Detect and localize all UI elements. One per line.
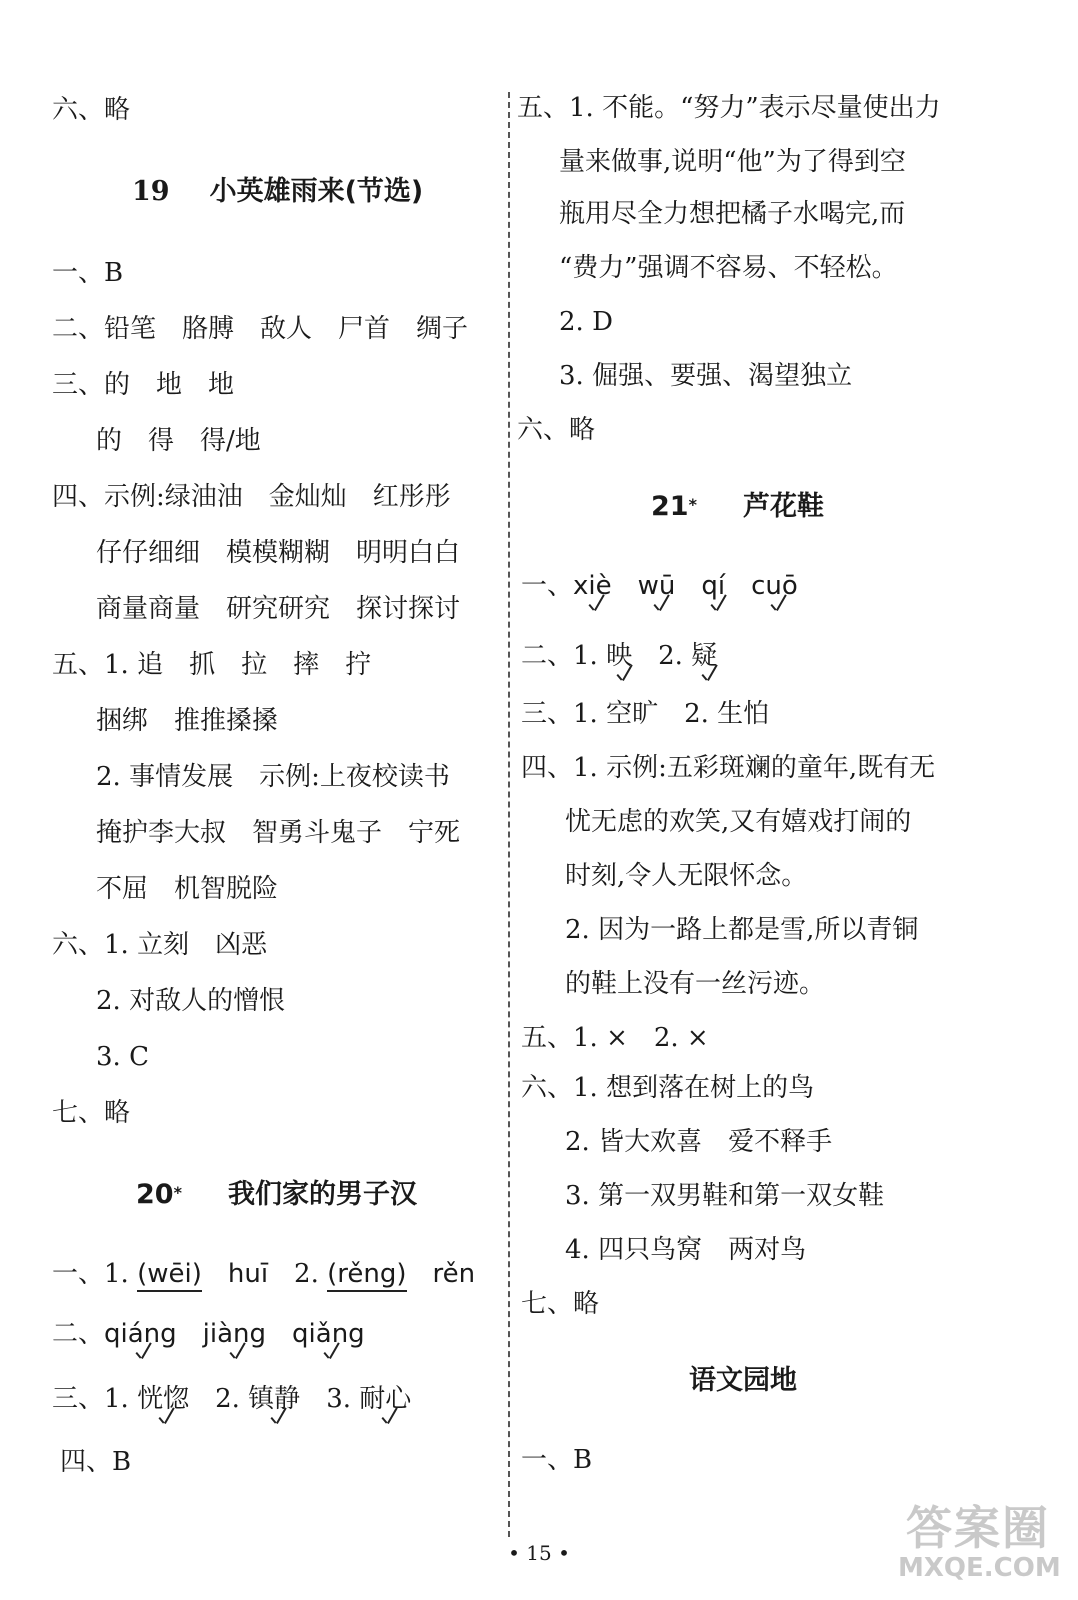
answer-line: 五、1. 追 抓 拉 摔 拧 <box>52 650 372 680</box>
answer-line: “费力”强调不容易、不轻松。 <box>559 253 898 283</box>
pinyin: wū <box>638 570 676 602</box>
check-mark-icon <box>703 668 721 688</box>
optional-star: * <box>688 495 697 514</box>
answer-line: 六、1. 立刻 凶恶 <box>52 930 268 960</box>
answer-line: 不屈 机智脱险 <box>96 874 279 904</box>
answer-line: 四、示例:绿油油 金灿灿 红彤彤 <box>52 482 451 512</box>
pinyin: huī <box>227 1259 269 1289</box>
section-title-19 <box>132 175 423 209</box>
section-number: 21 <box>651 491 689 522</box>
pinyin: qí <box>701 570 725 602</box>
answer-line: 仔仔细细 模模糊糊 明明白白 <box>96 538 461 568</box>
marked-word: 恍惚 <box>137 1383 189 1415</box>
answer-line-pinyin: 一、1. (wēi) huī 2. (rěng) rěn <box>52 1258 475 1292</box>
answer-line: 五、1. 不能。“努力”表示尽量使出力 <box>517 93 941 123</box>
answer-line: 2. 事情发展 示例:上夜校读书 <box>96 762 450 792</box>
watermark-logo <box>898 1501 1061 1592</box>
answer-line: 四、1. 示例:五彩斑斓的童年,既有无 <box>521 753 936 783</box>
section-title-20 <box>136 1178 417 1212</box>
answer-line: 六、1. 想到落在树上的鸟 <box>521 1073 815 1103</box>
section-title-text: 我们家的男子汉 <box>227 1179 417 1210</box>
watermark-url: MXQE.COM <box>898 1553 1061 1583</box>
answer-line: 七、略 <box>52 1098 131 1128</box>
answer-line: 一、B <box>52 258 124 288</box>
check-mark-icon <box>590 598 608 618</box>
answer-line: 的鞋上没有一丝污迹。 <box>565 969 826 999</box>
marked-word: 映 <box>606 640 632 672</box>
pinyin: cuō <box>751 570 798 602</box>
section-number: 20 <box>136 1179 174 1210</box>
check-mark-icon <box>618 668 636 688</box>
answer-line: 3. 第一双男鞋和第一双女鞋 <box>565 1181 885 1211</box>
check-mark-icon <box>772 598 790 618</box>
answer-line: 三、1. 空旷 2. 生怕 <box>521 699 770 729</box>
pinyin: qiǎng <box>292 1318 365 1350</box>
marked-word: 疑 <box>691 640 717 672</box>
optional-star: * <box>173 1183 182 1202</box>
answer-line: 二、1. 映 2. 疑 <box>521 640 717 672</box>
answer-line: 二、铅笔 胳膊 敌人 尸首 绸子 <box>52 314 469 344</box>
answer-line: 四、B <box>60 1447 132 1477</box>
answer-line: 2. 皆大欢喜 爱不释手 <box>565 1127 833 1157</box>
answer-line: 一、B <box>521 1445 593 1475</box>
watermark-text: 答案圈 <box>906 1501 1050 1555</box>
answer-line: 三、1. 恍惚 2. 镇静 3. 耐心 <box>52 1383 411 1415</box>
answer-line: 时刻,令人无限怀念。 <box>565 861 808 891</box>
answer-line-pinyin: 一、xiè wū qí cuō <box>521 570 798 602</box>
answer-line: 六、略 <box>517 415 596 445</box>
answer-line: 量来做事,说明“他”为了得到空 <box>559 147 906 177</box>
answer-line: 捆绑 推推搡搡 <box>96 706 279 736</box>
pinyin: rěn <box>432 1259 476 1289</box>
check-mark-icon <box>655 598 673 618</box>
page-number: • 15 • <box>508 1541 570 1565</box>
answer-line: 七、略 <box>521 1289 600 1319</box>
check-mark-icon <box>231 1346 249 1366</box>
section-title-text: 小英雄雨来(节选) <box>209 176 424 207</box>
section-title-garden: 语文园地 <box>689 1365 797 1396</box>
answer-line: 2. 因为一路上都是雪,所以青铜 <box>565 915 919 945</box>
section-number: 19 <box>132 176 170 207</box>
section-title-21 <box>651 490 824 524</box>
answer-line-pinyin: 二、qiáng jiàng qiǎng <box>52 1318 365 1350</box>
underlined-pinyin: (rěng) <box>327 1258 406 1292</box>
check-mark-icon <box>272 1411 290 1431</box>
check-mark-icon <box>160 1411 178 1431</box>
marked-word: 耐心 <box>359 1383 411 1415</box>
answer-line: 3. 倔强、要强、渴望独立 <box>559 361 853 391</box>
answer-line: 2. 对敌人的憎恨 <box>96 986 286 1016</box>
answer-line: 商量商量 研究研究 探讨探讨 <box>96 594 461 624</box>
section-title-text: 芦花鞋 <box>742 491 824 522</box>
column-divider <box>508 92 510 1537</box>
answer-line: 五、1. × 2. × <box>521 1023 709 1053</box>
answer-line: 3. C <box>96 1042 149 1072</box>
answer-line: 的 得 得/地 <box>96 426 261 456</box>
check-mark-icon <box>383 1411 401 1431</box>
answer-line: 六、略 <box>52 95 131 125</box>
marked-word: 镇静 <box>248 1383 300 1415</box>
answer-line: 掩护李大叔 智勇斗鬼子 宁死 <box>96 818 461 848</box>
answer-line: 瓶用尽全力想把橘子水喝完,而 <box>559 199 906 229</box>
check-mark-icon <box>137 1346 155 1366</box>
answer-line: 2. D <box>559 307 613 337</box>
underlined-pinyin: (wēi) <box>137 1258 202 1292</box>
answer-line: 4. 四只鸟窝 两对鸟 <box>565 1235 807 1265</box>
pinyin: jiàng <box>203 1318 266 1350</box>
pinyin: qiáng <box>104 1318 177 1350</box>
answer-line: 忧无虑的欢笑,又有嬉戏打闹的 <box>565 807 912 837</box>
check-mark-icon <box>325 1346 343 1366</box>
pinyin: xiè <box>573 570 612 602</box>
answer-line: 三、的 地 地 <box>52 370 235 400</box>
check-mark-icon <box>712 598 730 618</box>
